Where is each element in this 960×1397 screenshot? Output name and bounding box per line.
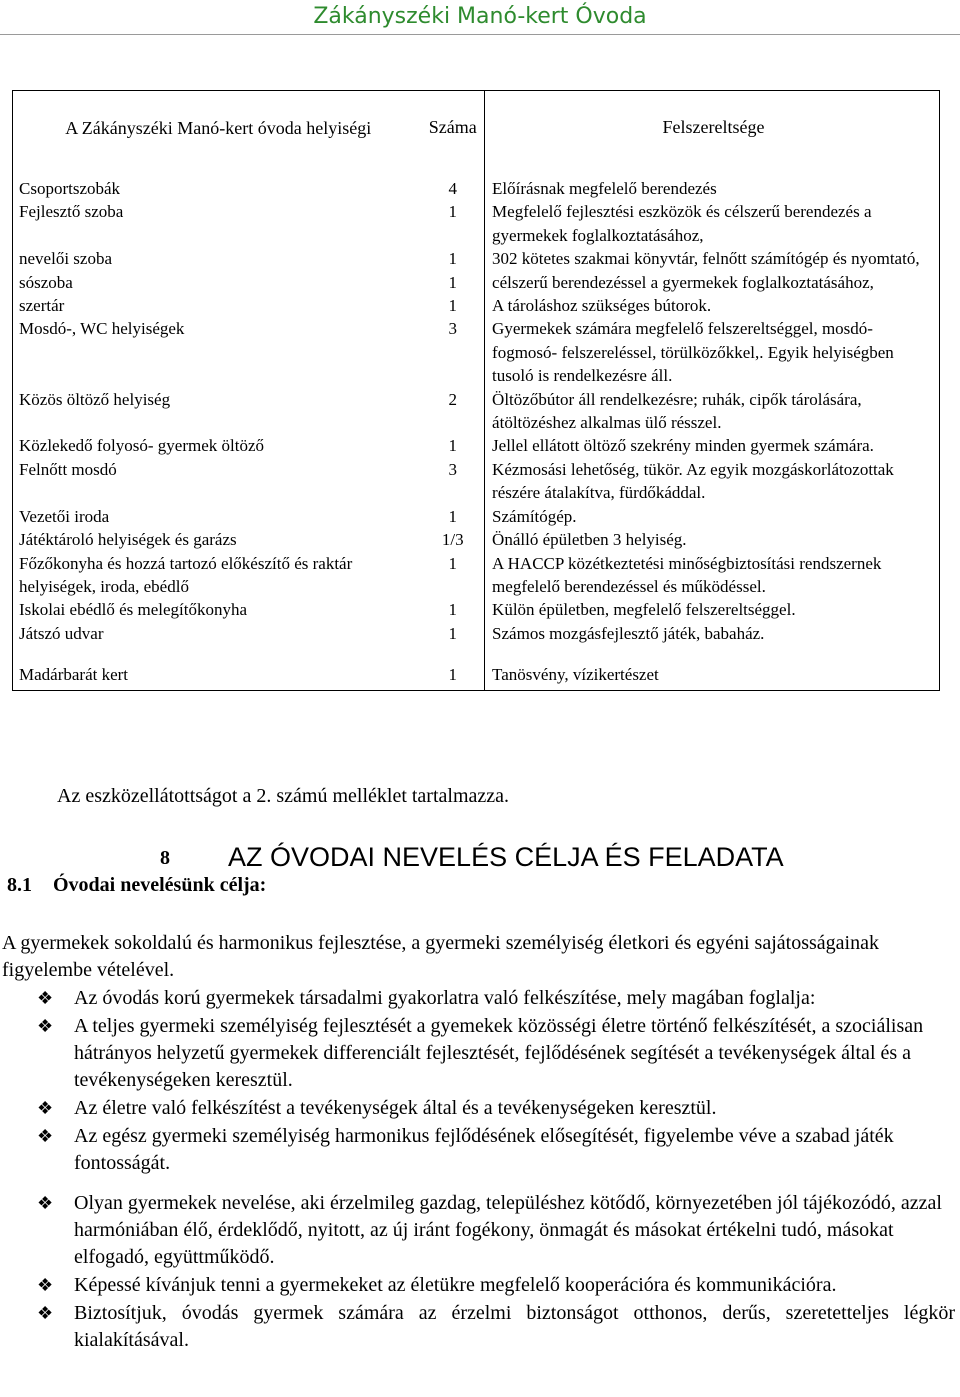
room-count-cell: 1 bbox=[448, 202, 458, 222]
room-equipment-cell: Kézmosási lehetőség, tükör. Az egyik mozgáskorlátozottak részére átalakítva, fürdőkáddal. bbox=[485, 458, 940, 505]
diamond-bullet-icon: ❖ bbox=[37, 1275, 54, 1295]
list-item bbox=[0, 985, 955, 1012]
table-row bbox=[13, 271, 940, 294]
room-count-cell: 4 bbox=[448, 179, 458, 198]
section-number: 8 bbox=[160, 847, 170, 869]
list-item bbox=[0, 1123, 955, 1177]
list-item bbox=[0, 1190, 955, 1271]
room-name-cell: Felnőtt mosdó bbox=[13, 458, 422, 505]
room-count-cell: 1 bbox=[422, 651, 485, 690]
room-equipment-cell: A HACCP közétkeztetési minőségbiztosítási rendszernek megfelelő berendezéssel és működéssel. bbox=[485, 552, 940, 599]
room-name-cell: Vezetői iroda bbox=[13, 505, 422, 528]
room-equipment-cell: Számítógép. bbox=[485, 505, 940, 528]
goals-list bbox=[0, 985, 955, 1355]
room-count-cell: 1/3 bbox=[441, 530, 464, 550]
list-item bbox=[0, 1300, 955, 1354]
room-name-cell: Madárbarát kert bbox=[13, 651, 422, 690]
room-equipment-cell: Jellel ellátott öltöző szekrény minden gyermek számára. bbox=[485, 434, 940, 457]
room-equipment-cell: A tároláshoz szükséges bútorok. bbox=[485, 294, 940, 317]
room-count-cell: 1 bbox=[448, 623, 458, 643]
room-count-cell: 3 bbox=[448, 459, 458, 479]
column-header-rooms: A Zákányszéki Manó-kert óvoda helyiségi bbox=[13, 91, 422, 165]
diamond-bullet-icon: ❖ bbox=[37, 1303, 54, 1323]
room-equipment-cell: Megfelelő fejlesztési eszközök és célszerű berendezés a gyermekek foglalkoztatásához, bbox=[485, 200, 940, 247]
facilities-table bbox=[12, 90, 940, 691]
room-name-cell: Csoportszobák bbox=[13, 177, 422, 200]
table-row bbox=[13, 458, 940, 505]
table-row bbox=[13, 651, 940, 690]
room-equipment-cell: Öltözőbútor áll rendelkezésre; ruhák, cipők tárolására, átöltözéshez alkalmas ülő résszel. bbox=[485, 388, 940, 435]
goal-text: Az óvodás korú gyermekek társadalmi gyakorlatra való felkészítése, mely magában foglalja: bbox=[74, 987, 816, 1009]
goal-text: Biztosítjuk, óvodás gyermek számára az érzelmi biztonságot otthonos, derűs, szeretetteljes légkör kialakításával. bbox=[74, 1302, 955, 1351]
room-name-cell: Fejlesztő szoba bbox=[13, 200, 422, 247]
room-count-cell: 3 bbox=[448, 319, 458, 339]
table-row bbox=[13, 505, 940, 528]
table-row bbox=[13, 294, 940, 317]
room-equipment-cell: Tanösvény, vízikertészet bbox=[485, 651, 940, 690]
equipment-note: Az eszközellátottságot a 2. számú melléklet tartalmazza. bbox=[57, 785, 510, 807]
room-name-cell: Főzőkonyha és hozzá tartozó előkészítő és raktár helyiségek, iroda, ebédlő bbox=[13, 552, 422, 599]
header-divider bbox=[0, 34, 960, 35]
room-equipment-cell: Önálló épületben 3 helyiség. bbox=[485, 528, 940, 551]
table-row bbox=[13, 552, 940, 599]
goal-text: Az egész gyermeki személyiség harmonikus fejlődésének elősegítését, figyelembe véve a szabad játék fontosságát. bbox=[74, 1125, 894, 1174]
room-name-cell: Közös öltöző helyiség bbox=[13, 388, 422, 435]
table-row bbox=[13, 622, 940, 645]
subsection-number: 8.1 bbox=[7, 874, 32, 896]
room-name-cell: sószoba bbox=[13, 271, 422, 294]
room-name-cell: Közlekedő folyosó- gyermek öltöző bbox=[13, 434, 422, 457]
room-name-cell: Játszó udvar bbox=[13, 622, 422, 645]
diamond-bullet-icon: ❖ bbox=[37, 1098, 54, 1118]
table-row bbox=[13, 388, 940, 435]
list-item bbox=[0, 1095, 955, 1122]
room-equipment-cell: célszerű berendezéssel a gyermekek foglalkoztatásához, bbox=[485, 271, 940, 294]
goal-text: A teljes gyermeki személyiség fejlesztését a gyemekek közösségi életre történő felkészítését, a szociálisan hátrányos helyzetű gyermekek differenciált fejlesztését, fejlődésének segítését a tevékenységek által és a tevékenységeken keresztül. bbox=[74, 1015, 924, 1091]
room-name-cell: nevelői szoba bbox=[13, 247, 422, 270]
room-count-cell: 1 bbox=[448, 436, 458, 456]
room-name-cell: szertár bbox=[13, 294, 422, 317]
table-row bbox=[13, 598, 940, 621]
room-equipment-cell: Számos mozgásfejlesztő játék, babaház. bbox=[485, 622, 940, 645]
table-row bbox=[13, 317, 940, 387]
room-name-cell: Mosdó-, WC helyiségek bbox=[13, 317, 422, 387]
goal-text: Képessé kívánjuk tenni a gyermekeket az életükre megfelelő kooperációra és kommunikációra. bbox=[74, 1274, 837, 1296]
room-count-cell: 1 bbox=[448, 506, 458, 526]
diamond-bullet-icon: ❖ bbox=[37, 988, 54, 1008]
table-row bbox=[13, 177, 940, 200]
room-equipment-cell: 302 kötetes szakmai könyvtár, felnőtt számítógép és nyomtató, bbox=[485, 247, 940, 270]
page-header-title: Zákányszéki Manó-kert Óvoda bbox=[313, 4, 647, 29]
room-equipment-cell: Külön épületben, megfelelő felszereltséggel. bbox=[485, 598, 940, 621]
goal-text: Az életre való felkészítést a tevékenységek által és a tevékenységeken keresztül. bbox=[74, 1097, 717, 1119]
table-row bbox=[13, 434, 940, 457]
subsection-title: Óvodai nevelésünk célja: bbox=[53, 874, 267, 896]
list-item bbox=[0, 1013, 955, 1094]
room-count-cell: 1 bbox=[448, 249, 458, 269]
table-spacer-row bbox=[13, 164, 940, 177]
column-header-equipment: Felszereltsége bbox=[485, 91, 940, 165]
room-equipment-cell: Előírásnak megfelelő berendezés bbox=[485, 177, 940, 200]
list-item bbox=[0, 1272, 955, 1299]
room-name-cell: Iskolai ebédlő és melegítőkonyha bbox=[13, 598, 422, 621]
diamond-bullet-icon: ❖ bbox=[37, 1193, 54, 1213]
intro-paragraph: A gyermekek sokoldalú és harmonikus fejlesztése, a gyermeki személyiség életkori és egyéni sajátosságainak figyelembe vételével. bbox=[2, 932, 879, 981]
diamond-bullet-icon: ❖ bbox=[37, 1126, 54, 1146]
room-name-cell: Játéktároló helyiségek és garázs bbox=[13, 528, 422, 551]
room-count-cell: 1 bbox=[448, 296, 458, 316]
table-row bbox=[13, 247, 940, 270]
table-row bbox=[13, 200, 940, 247]
room-count-cell: 2 bbox=[448, 389, 458, 409]
subsection-heading bbox=[7, 874, 266, 897]
column-header-count: Száma bbox=[422, 91, 485, 165]
diamond-bullet-icon: ❖ bbox=[37, 1016, 54, 1036]
table-row bbox=[13, 528, 940, 551]
room-count-cell: 1 bbox=[448, 553, 458, 573]
room-count-cell: 1 bbox=[448, 272, 458, 292]
goal-text: Olyan gyermekek nevelése, aki érzelmileg gazdag, településhez kötődő, környezetében jól tájékozódó, azzal harmóniában élő, érdeklődő, nyitott, az új iránt fogékony, önmagát és másokat értékelni tudó, másokat elfogadó, együttműködő. bbox=[74, 1192, 942, 1268]
room-equipment-cell: Gyermekek számára megfelelő felszereltséggel, mosdó- fogmosó- felszereléssel, törülközőkkel,. Egyik helyiségben tusoló is rendelkezésre áll. bbox=[485, 317, 940, 387]
room-count-cell: 1 bbox=[448, 600, 458, 620]
table-header-row bbox=[13, 91, 940, 165]
section-title: AZ ÓVODAI NEVELÉS CÉLJA ÉS FELADATA bbox=[228, 842, 784, 872]
